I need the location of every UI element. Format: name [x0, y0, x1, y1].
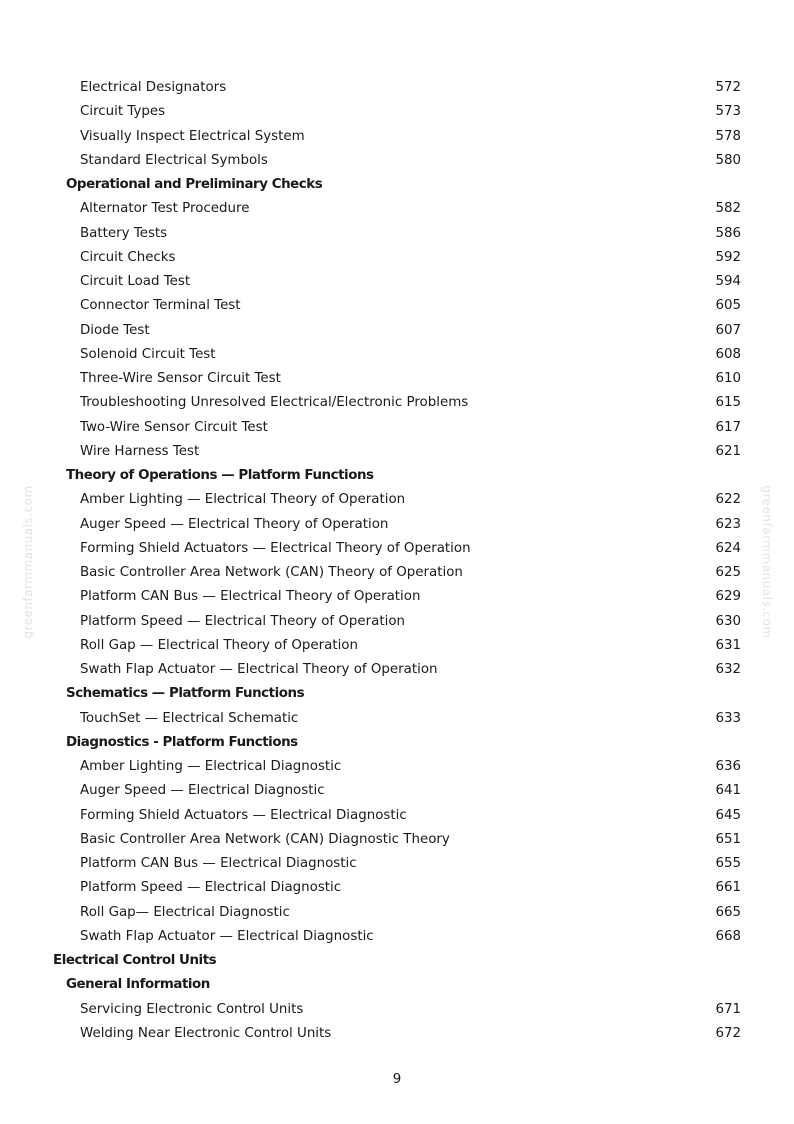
toc-entry-title: Roll Gap — Electrical Theory of Operation [80, 637, 358, 653]
toc-entry-title: Amber Lighting — Electrical Theory of Operation [80, 492, 406, 508]
toc-entry-title: Basic Controller Area Network (CAN) Diagnostic Theory [80, 831, 450, 847]
toc-entry-title: Circuit Checks [80, 249, 176, 265]
toc-entry[interactable] [0, 319, 794, 343]
toc-entry[interactable] [0, 149, 794, 173]
toc-entry-title: Roll Gap— Electrical Diagnostic [80, 904, 290, 920]
toc-entry[interactable] [0, 100, 794, 124]
toc-entry-page-number: 615 [715, 395, 741, 411]
toc-entry-title: Electrical Designators [80, 80, 227, 95]
toc-entry-page-number: 592 [715, 249, 741, 265]
toc-entry[interactable] [0, 391, 794, 415]
toc-entry[interactable] [0, 610, 794, 634]
toc-entry-page-number: 572 [715, 80, 741, 95]
page-number: 9 [392, 1072, 402, 1087]
toc-entry-page-number: 645 [715, 807, 741, 823]
toc-entry[interactable] [0, 779, 794, 803]
toc-entry-title: Three-Wire Sensor Circuit Test [80, 371, 281, 386]
toc-entry-title: TouchSet — Electrical Schematic [80, 710, 299, 726]
toc-entry[interactable] [0, 246, 794, 270]
toc-entry-page-number: 586 [715, 225, 741, 241]
toc-heading-title: Operational and Preliminary Checks [66, 177, 323, 192]
toc-section-heading [0, 949, 794, 973]
watermark-left: greenfarmmanuals.com [21, 485, 35, 639]
toc-entry[interactable] [0, 852, 794, 876]
toc-heading-title: Theory of Operations — Platform Functions [66, 468, 374, 483]
toc-entry-title: Circuit Types [80, 104, 166, 120]
toc-entry-page-number: 632 [715, 662, 741, 677]
toc-entry[interactable] [0, 367, 794, 391]
toc-entry-title: Circuit Load Test [80, 274, 191, 289]
toc-entry-title: Swath Flap Actuator — Electrical Diagnostic [80, 928, 374, 944]
toc-entry-page-number: 608 [715, 346, 741, 362]
toc-entry-page-number: 621 [715, 443, 741, 459]
toc-entry[interactable] [0, 634, 794, 658]
toc-entry[interactable] [0, 585, 794, 609]
toc-entry[interactable] [0, 125, 794, 149]
toc-entry-page-number: 672 [715, 1025, 741, 1041]
toc-entry-title: Platform CAN Bus — Electrical Diagnostic [80, 856, 357, 871]
toc-entry-page-number: 651 [715, 831, 741, 847]
toc-entry[interactable] [0, 197, 794, 221]
toc-entry-page-number: 594 [715, 274, 741, 289]
toc-entry-title: Auger Speed — Electrical Diagnostic [80, 783, 325, 799]
toc-entry[interactable] [0, 658, 794, 682]
toc-entry-page-number: 622 [715, 492, 741, 508]
toc-entry[interactable] [0, 998, 794, 1022]
toc-entry[interactable] [0, 1022, 794, 1046]
toc-entry-title: Servicing Electronic Control Units [80, 1001, 304, 1017]
toc-entry-title: Platform CAN Bus — Electrical Theory of Operation [80, 589, 421, 605]
toc-entry-title: Forming Shield Actuators — Electrical Diagnostic [80, 807, 407, 823]
toc-entry-page-number: 580 [715, 152, 741, 168]
toc-entry-page-number: 578 [715, 128, 741, 144]
toc-entry-title: Two-Wire Sensor Circuit Test [80, 419, 268, 435]
toc-entry[interactable] [0, 513, 794, 537]
toc-entry[interactable] [0, 755, 794, 779]
toc-entry-title: Solenoid Circuit Test [80, 346, 216, 362]
toc-entry-page-number: 631 [715, 637, 741, 653]
toc-entry-page-number: 582 [715, 201, 741, 217]
toc-entry[interactable] [0, 925, 794, 949]
toc-entry-page-number: 668 [715, 928, 741, 944]
toc-entry-title: Wire Harness Test [80, 443, 200, 459]
table-of-contents [0, 76, 794, 1046]
toc-entry-title: Welding Near Electronic Control Units [80, 1025, 332, 1041]
toc-entry[interactable] [0, 828, 794, 852]
toc-entry-title: Amber Lighting — Electrical Diagnostic [80, 759, 342, 774]
toc-entry[interactable] [0, 440, 794, 464]
toc-heading-title: Schematics — Platform Functions [66, 686, 305, 702]
toc-entry-title: Platform Speed — Electrical Theory of Operation [80, 613, 405, 629]
toc-section-heading [0, 731, 794, 755]
toc-entry-title: Swath Flap Actuator — Electrical Theory of Operation [80, 662, 438, 677]
toc-entry-page-number: 665 [715, 904, 741, 920]
toc-entry-page-number: 641 [715, 783, 741, 799]
toc-entry-page-number: 610 [715, 371, 741, 386]
toc-entry-page-number: 617 [715, 419, 741, 435]
toc-entry-page-number: 633 [715, 710, 741, 726]
toc-entry[interactable] [0, 343, 794, 367]
toc-entry-page-number: 623 [715, 516, 741, 532]
toc-entry-page-number: 624 [715, 540, 741, 556]
toc-entry[interactable] [0, 222, 794, 246]
toc-section-heading [0, 682, 794, 706]
toc-entry[interactable] [0, 76, 794, 100]
toc-section-heading [0, 173, 794, 197]
toc-heading-title: Electrical Control Units [53, 953, 217, 968]
toc-entry[interactable] [0, 270, 794, 294]
toc-entry-title: Alternator Test Procedure [80, 201, 250, 217]
toc-section-heading [0, 464, 794, 488]
toc-entry-page-number: 573 [715, 104, 741, 120]
toc-entry-title: Platform Speed — Electrical Diagnostic [80, 880, 342, 896]
toc-entry-title: Standard Electrical Symbols [80, 152, 268, 168]
toc-entry-page-number: 636 [715, 759, 741, 774]
toc-entry-title: Connector Terminal Test [80, 298, 241, 314]
toc-entry[interactable] [0, 561, 794, 585]
toc-entry-title: Basic Controller Area Network (CAN) Theory of Operation [80, 565, 463, 580]
toc-entry[interactable] [0, 707, 794, 731]
toc-entry[interactable] [0, 488, 794, 512]
toc-entry-title: Forming Shield Actuators — Electrical Theory of Operation [80, 540, 471, 556]
toc-entry[interactable] [0, 294, 794, 318]
toc-entry-page-number: 625 [715, 565, 741, 580]
toc-entry-page-number: 630 [715, 613, 741, 629]
toc-entry-title: Battery Tests [80, 225, 168, 241]
toc-entry[interactable] [0, 537, 794, 561]
toc-entry-page-number: 655 [715, 856, 741, 871]
toc-entry[interactable] [0, 804, 794, 828]
toc-entry-page-number: 607 [715, 322, 741, 338]
toc-entry-page-number: 605 [715, 298, 741, 314]
toc-entry-title: Troubleshooting Unresolved Electrical/Electronic Problems [80, 395, 469, 411]
toc-entry-page-number: 661 [715, 880, 741, 896]
toc-entry-page-number: 629 [715, 589, 741, 605]
toc-heading-title: General Information [66, 977, 210, 993]
toc-entry[interactable] [0, 416, 794, 440]
toc-section-heading [0, 973, 794, 997]
toc-heading-title: Diagnostics - Platform Functions [66, 734, 298, 750]
toc-entry[interactable] [0, 901, 794, 925]
toc-entry-title: Auger Speed — Electrical Theory of Operation [80, 516, 389, 532]
watermark-right: greenfarmmanuals.com [760, 485, 774, 639]
toc-entry-title: Visually Inspect Electrical System [80, 128, 305, 144]
toc-entry-page-number: 671 [715, 1001, 741, 1017]
toc-entry-title: Diode Test [80, 322, 150, 338]
toc-entry[interactable] [0, 876, 794, 900]
